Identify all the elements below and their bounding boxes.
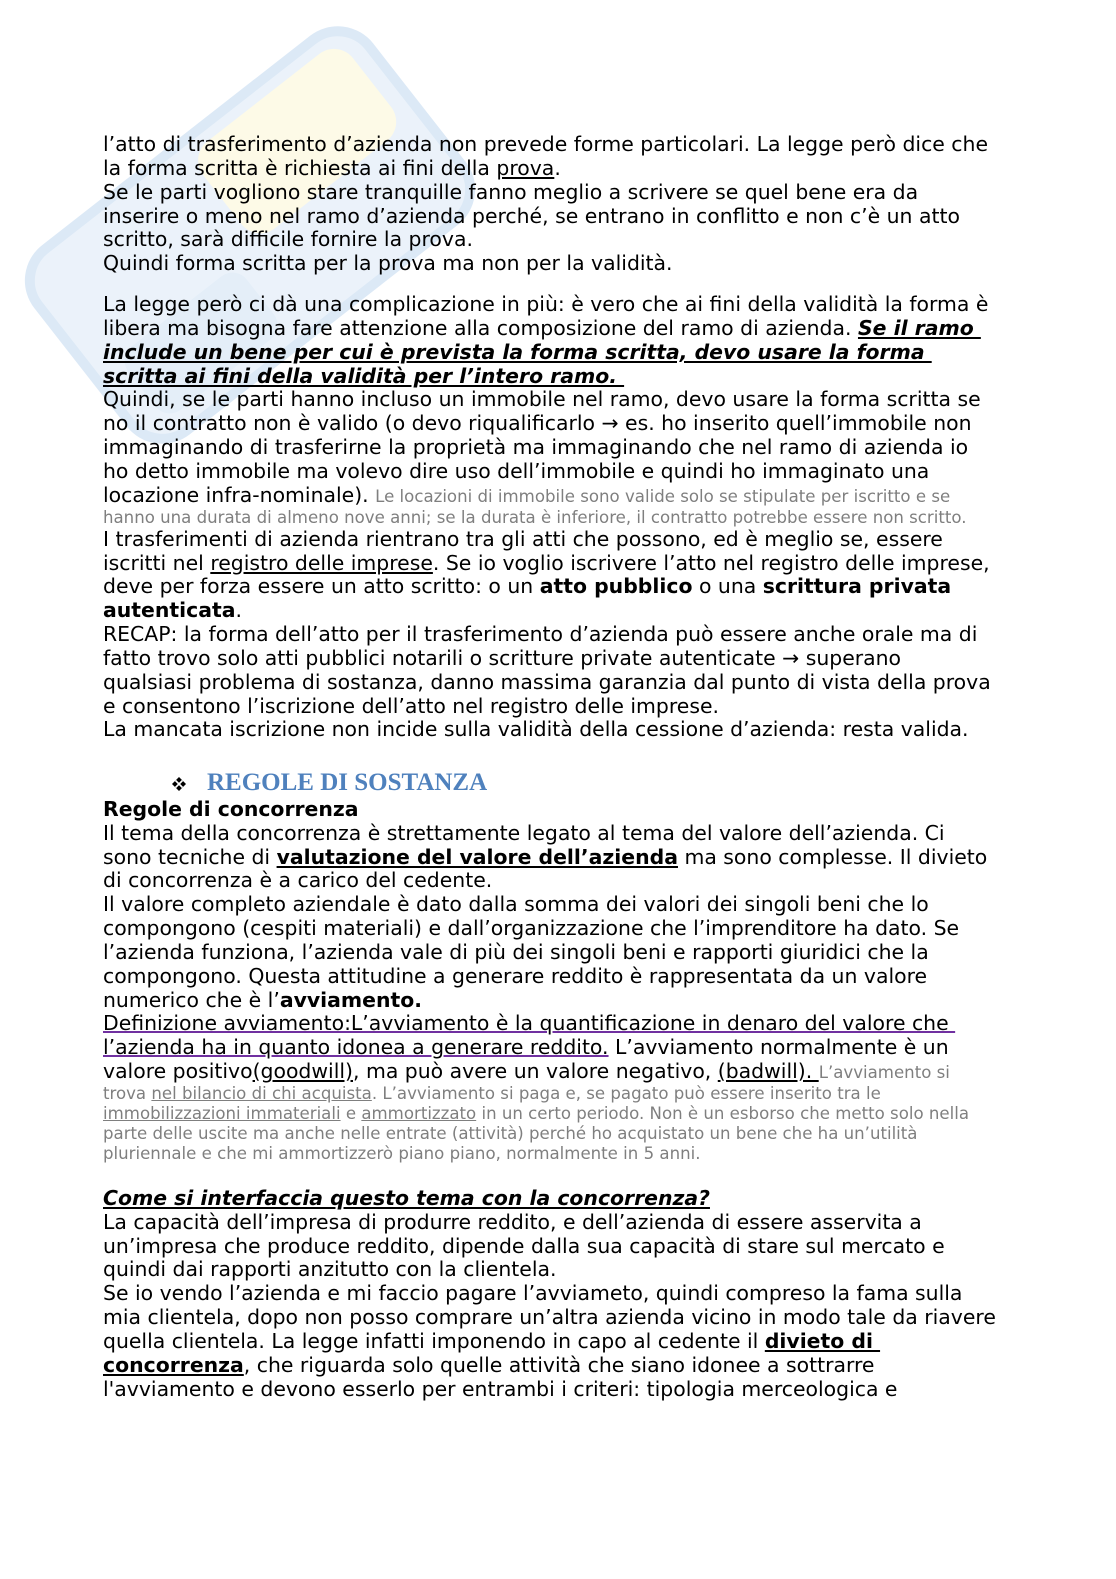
text-run: mia clientela, dopo non posso comprare un’altra azienda vicino in modo tale da riavere: [103, 1305, 996, 1330]
text-run: la forma scritta è richiesta ai fini della: [103, 155, 497, 180]
definition: Definizione avviamento:L’avviamento è la quantificazione in denaro del valore che: [103, 1011, 956, 1036]
text-line: [103, 623, 1023, 647]
section-title: REGOLE DI SOSTANZA: [207, 768, 488, 796]
paragraph-goodwill: [103, 798, 1023, 1164]
side-note-line: [103, 1104, 1023, 1124]
text-run: inserire o meno nel ramo d’azienda perché, se entrano in conflitto e non c’è un atto: [103, 203, 960, 228]
side-note-underlined: immobilizzazioni immateriali: [103, 1103, 341, 1123]
bold-term: atto pubblico: [539, 574, 693, 599]
text-run: iscritti nel: [103, 550, 211, 575]
text-line: [103, 671, 1023, 695]
text-line: [103, 1036, 1023, 1060]
question-text: Come si interfaccia questo tema con la concorrenza?: [103, 1185, 710, 1210]
side-note-line: [103, 1144, 1023, 1164]
text-line: [103, 552, 1023, 576]
text-line: [103, 412, 1023, 436]
text-line: [103, 869, 1023, 893]
text-run: l’atto di trasferimento d’azienda non prevede forme particolari. La legge però dice che: [103, 132, 988, 156]
side-note: Le locazioni di immobile sono valide solo se stipulate per iscritto e se: [375, 486, 951, 506]
side-note: L’avviamento si: [818, 1063, 950, 1083]
text-run: di concorrenza è a carico del cedente.: [103, 868, 493, 893]
text-line: [103, 1306, 1023, 1330]
text-line: [103, 1012, 1023, 1036]
text-line: [103, 893, 1023, 917]
text-run: sono tecniche di: [103, 844, 277, 869]
text-line: [103, 1060, 1023, 1084]
text-run: RECAP: la forma dell’atto per il trasferimento d’azienda può essere anche orale ma di: [103, 622, 978, 647]
side-note-line: [103, 508, 1023, 528]
text-line: [103, 460, 1023, 484]
underlined-term: (badwill).: [717, 1059, 819, 1084]
side-note: trova: [103, 1083, 152, 1103]
text-line: [103, 1211, 1023, 1235]
text-run: I trasferimenti di azienda rientrano tra gli atti che possono, ed è meglio se, essere: [103, 526, 943, 551]
text-run: Quindi forma scritta per la prova ma non per la validità.: [103, 251, 673, 276]
text-run: L’avviamento normalmente è un: [608, 1035, 949, 1060]
text-run: .: [554, 155, 561, 180]
text-run: ma sono complesse. Il divieto: [677, 844, 988, 869]
text-line: [103, 718, 1023, 742]
subsection-title: [103, 798, 1023, 822]
text-run: quella clientela. La legge infatti imponendo in capo al cedente il: [103, 1328, 765, 1353]
text-line: [103, 989, 1023, 1013]
text-line: [103, 1354, 1023, 1378]
text-run: . Se io voglio iscrivere l’atto nel registro delle imprese,: [432, 550, 990, 575]
text-line: [103, 575, 1023, 599]
side-note: . L’avviamento si paga e, se pagato può essere inserito tra le: [371, 1083, 881, 1103]
text-run: immaginando di trasferirne la proprietà ma immaginando che nel ramo di azienda io: [103, 435, 969, 460]
text-run: valore positivo: [103, 1059, 253, 1084]
bold-term: autenticata: [103, 598, 236, 623]
text-run: deve per forza essere un atto scritto: o un: [103, 574, 540, 599]
paragraph-validity: [103, 293, 1023, 742]
side-note-underlined: ammortizzato: [361, 1103, 477, 1123]
text-run: La legge però ci dà una complicazione in più: è vero che ai fini della validità la forma è: [103, 292, 989, 317]
text-run: no il contratto non è valido (o devo riqualificarlo → es. ho inserito quell’immobile non: [103, 411, 972, 436]
text-run: libera ma bisogna fare attenzione alla composizione del ramo di azienda.: [103, 315, 858, 340]
text-line: [103, 133, 1023, 157]
text-line: [103, 157, 1023, 181]
definition: l’azienda ha in quanto idonea a generare reddito.: [103, 1035, 609, 1060]
text-run: e consentono l’iscrizione dell’atto nel registro delle imprese.: [103, 693, 719, 718]
text-run: compongono (cespiti materiali) e dall’organizzazione che l’imprenditore ha dato. Se: [103, 916, 960, 941]
text-line: [103, 205, 1023, 229]
text-line: [103, 1378, 1023, 1402]
paragraph-written-form: [103, 133, 1023, 276]
text-line: [103, 365, 1023, 389]
text-line: [103, 388, 1023, 412]
emphasis-statement: Se il ramo: [857, 315, 981, 340]
question-heading: [103, 1187, 1023, 1211]
text-line: [103, 341, 1023, 365]
text-line: [103, 228, 1023, 252]
text-line: [103, 181, 1023, 205]
text-run: Se le parti vogliono stare tranquille fanno meglio a scrivere se quel bene era da: [103, 179, 919, 204]
text-line: [103, 1235, 1023, 1259]
text-line: [103, 1282, 1023, 1306]
text-run: l’azienda funziona, l’azienda vale di più dei singoli beni e rapporti giuridici che la: [103, 939, 929, 964]
diamond-bullet-icon: [172, 776, 186, 790]
bold-underlined-term: concorrenza: [103, 1352, 244, 1377]
text-run: numerico che è l’: [103, 987, 280, 1012]
section-heading: [103, 769, 1023, 797]
text-run: Se io vendo l’azienda e mi faccio pagare l’avviameto, quindi compreso la fama sulla: [103, 1281, 963, 1306]
text-line: [103, 484, 1023, 508]
text-run: La capacità dell’impresa di produrre reddito, e dell’azienda di essere asservita a: [103, 1209, 922, 1234]
text-run: l'avviamento e devono esserlo per entrambi i criteri: tipologia merceologica e: [103, 1376, 898, 1401]
emphasis-statement: scritta ai fini della validità per l’intero ramo.: [103, 363, 625, 388]
document-page: [103, 133, 1023, 1401]
paragraph-non-compete: [103, 1187, 1023, 1402]
side-note-underlined: nel bilancio di chi acquista: [151, 1083, 372, 1103]
text-run: La mancata iscrizione non incide sulla validità della cessione d’azienda: resta valida.: [103, 717, 969, 742]
text-run: fatto trovo solo atti pubblici notarili o scritture private autenticate → superano: [103, 645, 902, 670]
text-line: [103, 599, 1023, 623]
text-line: [103, 436, 1023, 460]
text-run: Il tema della concorrenza è strettamente legato al tema del valore dell’azienda. Ci: [103, 820, 945, 845]
text-line: [103, 317, 1023, 341]
side-note: hanno una durata di almeno nove anni; se la durata è inferiore, il contratto potrebbe essere non scritto.: [103, 507, 967, 527]
text-run: Quindi, se le parti hanno incluso un immobile nel ramo, devo usare la forma scritta se: [103, 387, 981, 412]
text-run: , che riguarda solo quelle attività che siano idonee a sottrarre: [243, 1352, 875, 1377]
text-line: [103, 695, 1023, 719]
text-run: un’impresa che produce reddito, dipende dalla sua capacità di stare sul mercato e: [103, 1233, 945, 1258]
text-line: [103, 528, 1023, 552]
bold-underlined-term: divieto di: [764, 1328, 881, 1353]
text-line: [103, 965, 1023, 989]
text-run: ho detto immobile ma volevo dire uso dell’immobile e quindi ho immaginato una: [103, 458, 930, 483]
text-run: .: [235, 598, 242, 623]
text-line: [103, 647, 1023, 671]
text-run: quindi dai rapporti anzitutto con la clientela.: [103, 1257, 557, 1282]
text-run: , ma può avere un valore negativo,: [353, 1059, 718, 1084]
side-note: parte delle uscite ma anche nelle entrate (attività) perché ho acquistato un bene che ha un’utilità: [103, 1123, 918, 1143]
subsection-title-text: Regole di concorrenza: [103, 796, 359, 821]
text-run: scritto, sarà difficile fornire la prova.: [103, 227, 473, 252]
underlined-term: registro delle imprese: [210, 550, 433, 575]
text-run: compongono. Questa attitudine a generare reddito è rappresentata da un valore: [103, 963, 928, 988]
text-line: [103, 846, 1023, 870]
bold-underlined-term: valutazione del valore dell’azienda: [276, 844, 678, 869]
side-note-line: [103, 1084, 1023, 1104]
text-run: qualsiasi problema di sostanza, danno massima garanzia dal punto di vista della prova: [103, 669, 991, 694]
bold-term: scrittura privata: [762, 574, 952, 599]
side-note-line: [103, 1124, 1023, 1144]
text-line: [103, 1258, 1023, 1282]
text-run: locazione infra-nominale).: [103, 482, 376, 507]
side-note: pluriennale e che mi ammortizzerò piano piano, normalmente in 5 anni.: [103, 1143, 701, 1163]
text-line: [103, 293, 1023, 317]
side-note: e: [340, 1103, 362, 1123]
text-line: [103, 941, 1023, 965]
text-run: o una: [692, 574, 763, 599]
bold-term: avviamento.: [279, 987, 422, 1012]
text-line: [103, 252, 1023, 276]
text-run: Il valore completo aziendale è dato dalla somma dei valori dei singoli beni che lo: [103, 892, 929, 917]
text-line: [103, 917, 1023, 941]
text-line: [103, 822, 1023, 846]
underlined-term: prova: [496, 155, 555, 180]
emphasis-statement: include un bene per cui è prevista la forma scritta, devo usare la forma: [103, 339, 932, 364]
text-line: [103, 1330, 1023, 1354]
side-note: in un certo periodo. Non è un esborso che metto solo nella: [476, 1103, 970, 1123]
underlined-term: (goodwill): [252, 1059, 353, 1084]
